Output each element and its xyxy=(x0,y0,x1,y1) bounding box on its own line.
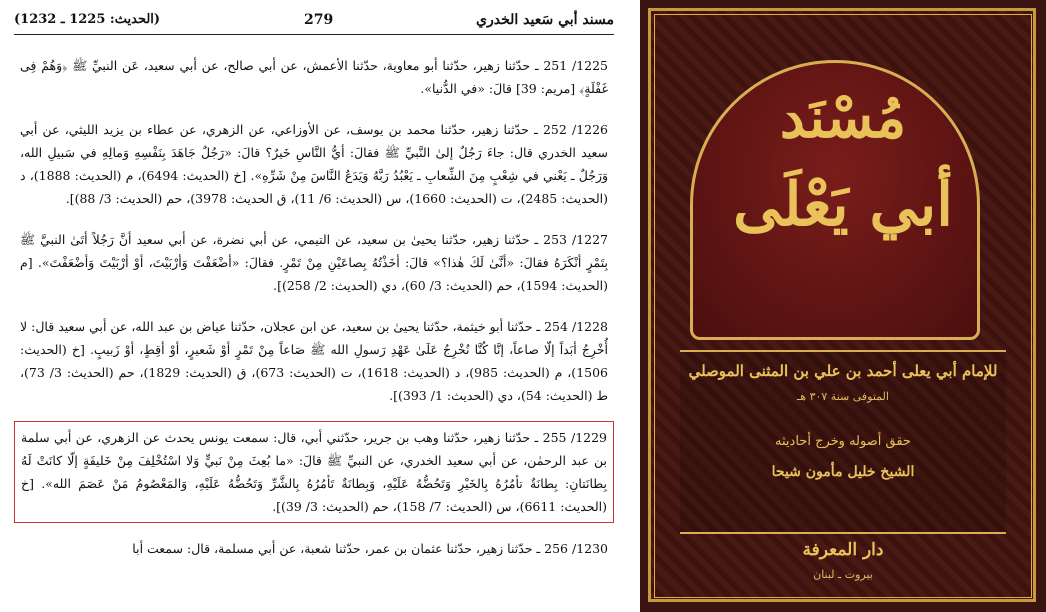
cover-editor-line1: حقق أصوله وخرج أحاديثه xyxy=(775,434,911,449)
book-cover xyxy=(640,0,1046,612)
hadith-1230: 1230/ 256 ـ حدّثنا زهير، حدّثنا عثمان بن عمر، حدّثنا شعبة، عن أبي مسلمة، قال: سمعت أبا xyxy=(132,541,608,556)
cover-city: بيروت ـ لبنان xyxy=(813,568,873,581)
cover-title-line1: مُسْنَد xyxy=(779,85,907,151)
cover-title-line2: أبي يَعْلَى xyxy=(733,170,953,240)
page-body xyxy=(14,50,614,564)
hadith-1226: 1226/ 252 ـ حدّثنا زهير، حدّثنا محمد بن يوسف، عن الأوزاعي، عن الزهري، عن عطاء بن يزيد الليثي، عن أبي سعيد الخدري قال: جاءَ رَجُلٌ إلىٰ النَّبيِّ ﷺ فقالَ: أيُّ النَّاسِ خَيرٌ؟ قالَ: «رَجُلٌ جَاهَدَ بِنَفْسِهِ وَمالِهِ في سَبيلِ الله، وَرَجُلٌ ـ يَعْني في شِعْبٍ مِنَ الشِّعابِ ـ يَعْبُدُ رَبَّهُ وَيَدَعُ النَّاسَ مِنْ شَرِّهِ». [خ (الحديث: 6494)، م (الحديث: 1888)، د (الحديث: 2485)، ت (الحديث: 1660)، س (الحديث: 6/ 11)، ق الحديث: 3978)، حم (الحديث: 3/ 88)]. xyxy=(20,122,609,206)
hadith-1225: 1225/ 251 ـ حدّثنا زهير، حدّثنا أبو معاوية، حدّثنا الأعمش، عن أبي صالح، عن أبي سعيد، عَن النبيِّ ﷺ ﴿وَهُمْ فِى غَفْلَةٍ﴾ [مريم: 39] قالَ: «في الدُّنيا». xyxy=(20,58,608,96)
page-number: 279 xyxy=(304,12,334,28)
hadith-1227: 1227/ 253 ـ حدّثنا زهير، حدّثنا يحيىٰ بن سعيد، عن التيمي، عن أبي نضرة، عن أبي سعيد أنَّ رَجُلاً أتَىٰ النبيَّ ﷺ بِتَمْرٍ أنْكَرَهُ فقالَ: «أنَّىٰ لَكَ هٰذا؟» قالَ: أخَذْتُهُ بِصاعَيْنِ مِنْ تَمْرٍ. فقالَ: «أضْعَفْتَ وَأرْبَيْتَ، أوْ أرْبَيْتَ وَأضْعَفْتَ». [م (الحديث: 1594)، حم (الحديث: 3/ 60)، دي (الحديث: 2/ 258)]. xyxy=(20,232,609,293)
hadith-1229-highlighted: 1229/ 255 ـ حدّثنا زهير، حدّثنا وهب بن جرير، حدّثني أبي، قال: سمعت يونس يحدث عن الزهري، عن أبي سلمة بن عبد الرحمٰن، عن أبي سعيد الخدري، عن النبيِّ ﷺ قالَ: «ما بُعِثَ مِنْ نَبيٍّ وَلا اسْتُخْلِفَ مِنْ خَليفَةٍ إلّا كانَتْ لَهُ بِطانَتانِ: بِطانَةٌ تأمُرُهُ بِالخَيْرِ وَتَحُضُّهُ عَلَيْهِ، وَبِطانَةٌ تَأمُرُهُ بِالشَّرِّ وَتَحُضُّهُ عَلَيْهِ، وَالمَعْصُومُ مَنْ عَصَمَ الله». [خ (الحديث: 6611)، س (الحديث: 7/ 158)، حم (الحديث: 3/ 39)]. xyxy=(14,421,614,523)
cover-editor-line2: الشيخ خليل مأمون شيحا xyxy=(771,464,915,480)
cover-author: للإمام أبي يعلى أحمد بن علي بن المثنى الموصلي xyxy=(688,362,998,380)
page-header xyxy=(14,8,614,35)
hadith-1228: 1228/ 254 ـ حدّثنا أبو خيثمة، حدّثنا يحيىٰ بن سعيد، عن ابن عجلان، حدّثنا عياض بن عبد الله، عن أبي سعيد قال: لا أُخْرِجُ أبَداً إلّا صاعاً، إنَّا كُنَّا نُخْرِجُ عَلَىٰ عَهْدِ رَسولِ الله ﷺ صَاعاً مِنْ تَمْرٍ أوْ شَعيرٍ، أوْ أقِطٍ، أوْ زَبيبٍ. [خ (الحديث: 1506)، م (الحديث: 985)، د (الحديث: 1618)، ت (الحديث: 673)، ق (الحديث: 1829)، حم (الحديث: 3/ 73)، ط (الحديث: 54)، دي (الحديث: 1/ 393)]. xyxy=(20,319,608,403)
cover-publisher: دار المعرفة xyxy=(802,540,884,560)
page-title: مسند أبي سَعيد الخدري xyxy=(476,12,614,28)
hadith-range: (الحديث: 1225 ـ 1232) xyxy=(14,12,161,27)
cover-death-date: المتوفى سنة ٣٠٧ هـ xyxy=(797,390,889,403)
